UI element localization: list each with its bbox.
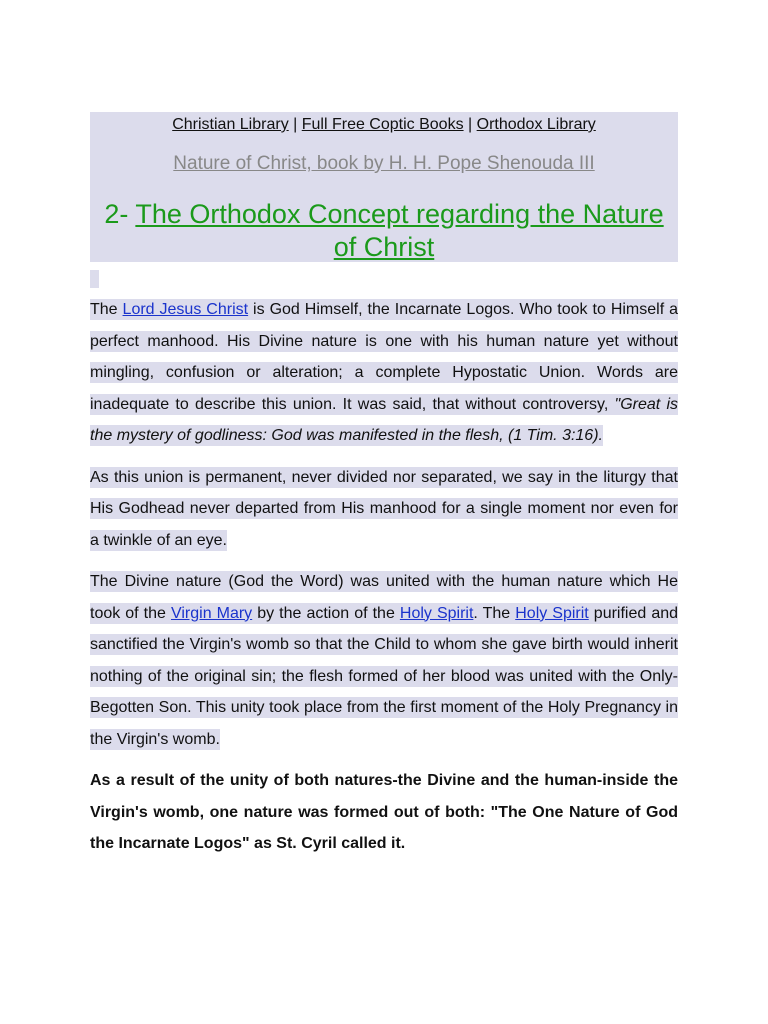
paragraph-text: . The [473, 604, 516, 622]
breadcrumb-separator: | [463, 116, 477, 133]
breadcrumb-orthodox-library[interactable]: Orthodox Library [476, 116, 596, 133]
link-lord-jesus-christ[interactable]: Lord Jesus Christ [122, 301, 249, 318]
paragraph-text: As a result of the unity of both natures-the Divine and the human-inside the Virgin's womb, one nature was formed out of both: "The One Nature of God the Incarnate Logos" as St. Cyril called it. [90, 772, 678, 852]
link-virgin-mary[interactable]: Virgin Mary [170, 604, 253, 622]
paragraph-text: The Divine nature (God the Word) was united with the human nature which He took of the [90, 573, 678, 622]
paragraph-3 [90, 566, 678, 755]
chapter-title-link[interactable]: The Orthodox Concept regarding the Nature of Christ [135, 199, 664, 262]
paragraph-1 [90, 294, 678, 452]
paragraph-text: As this union is permanent, never divided nor separated, we say in the liturgy that His Godhead never departed from His manhood for a single moment nor even for a twinkle of an eye. [90, 468, 678, 549]
breadcrumb [90, 115, 678, 135]
scripture-quote: "Great is the mystery of godliness: God was manifested in the flesh, (1 Tim. 3:16). [90, 395, 678, 444]
chapter-title [90, 198, 678, 264]
paragraph-text: The [90, 301, 123, 318]
article-body [90, 294, 678, 860]
breadcrumb-christian-library[interactable]: Christian Library [172, 116, 289, 133]
paragraph-4 [90, 765, 678, 860]
book-title [90, 152, 678, 176]
page-header [90, 112, 678, 262]
book-title-link[interactable]: Nature of Christ, book by H. H. Pope Shenouda III [173, 153, 595, 174]
link-holy-spirit-2[interactable]: Holy Spirit [515, 604, 589, 622]
breadcrumb-coptic-books[interactable]: Full Free Coptic Books [301, 116, 464, 133]
breadcrumb-separator: | [288, 116, 302, 133]
paragraph-text: is God Himself, the Incarnate Logos. Who took to Himself a perfect manhood. His Divine nature is one with his human nature yet without mingling, confusion or alteration; a complete Hypostatic Union. Words are inadequate to describe this union. It was said, that without controversy, [90, 301, 679, 413]
paragraph-text: purified and sanctified the Virgin's womb so that the Child to whom she gave birth would inherit nothing of the original sin; the flesh formed of her blood was united with the Only-Begotten Son. This unity took place from the first moment of the Holy Pregnancy in the Virgin's womb. [90, 604, 679, 748]
highlight-marker [90, 270, 99, 288]
chapter-number: 2- [104, 199, 136, 229]
paragraph-2 [90, 462, 678, 557]
link-holy-spirit[interactable]: Holy Spirit [399, 604, 474, 622]
paragraph-text: by the action of the [252, 604, 400, 622]
